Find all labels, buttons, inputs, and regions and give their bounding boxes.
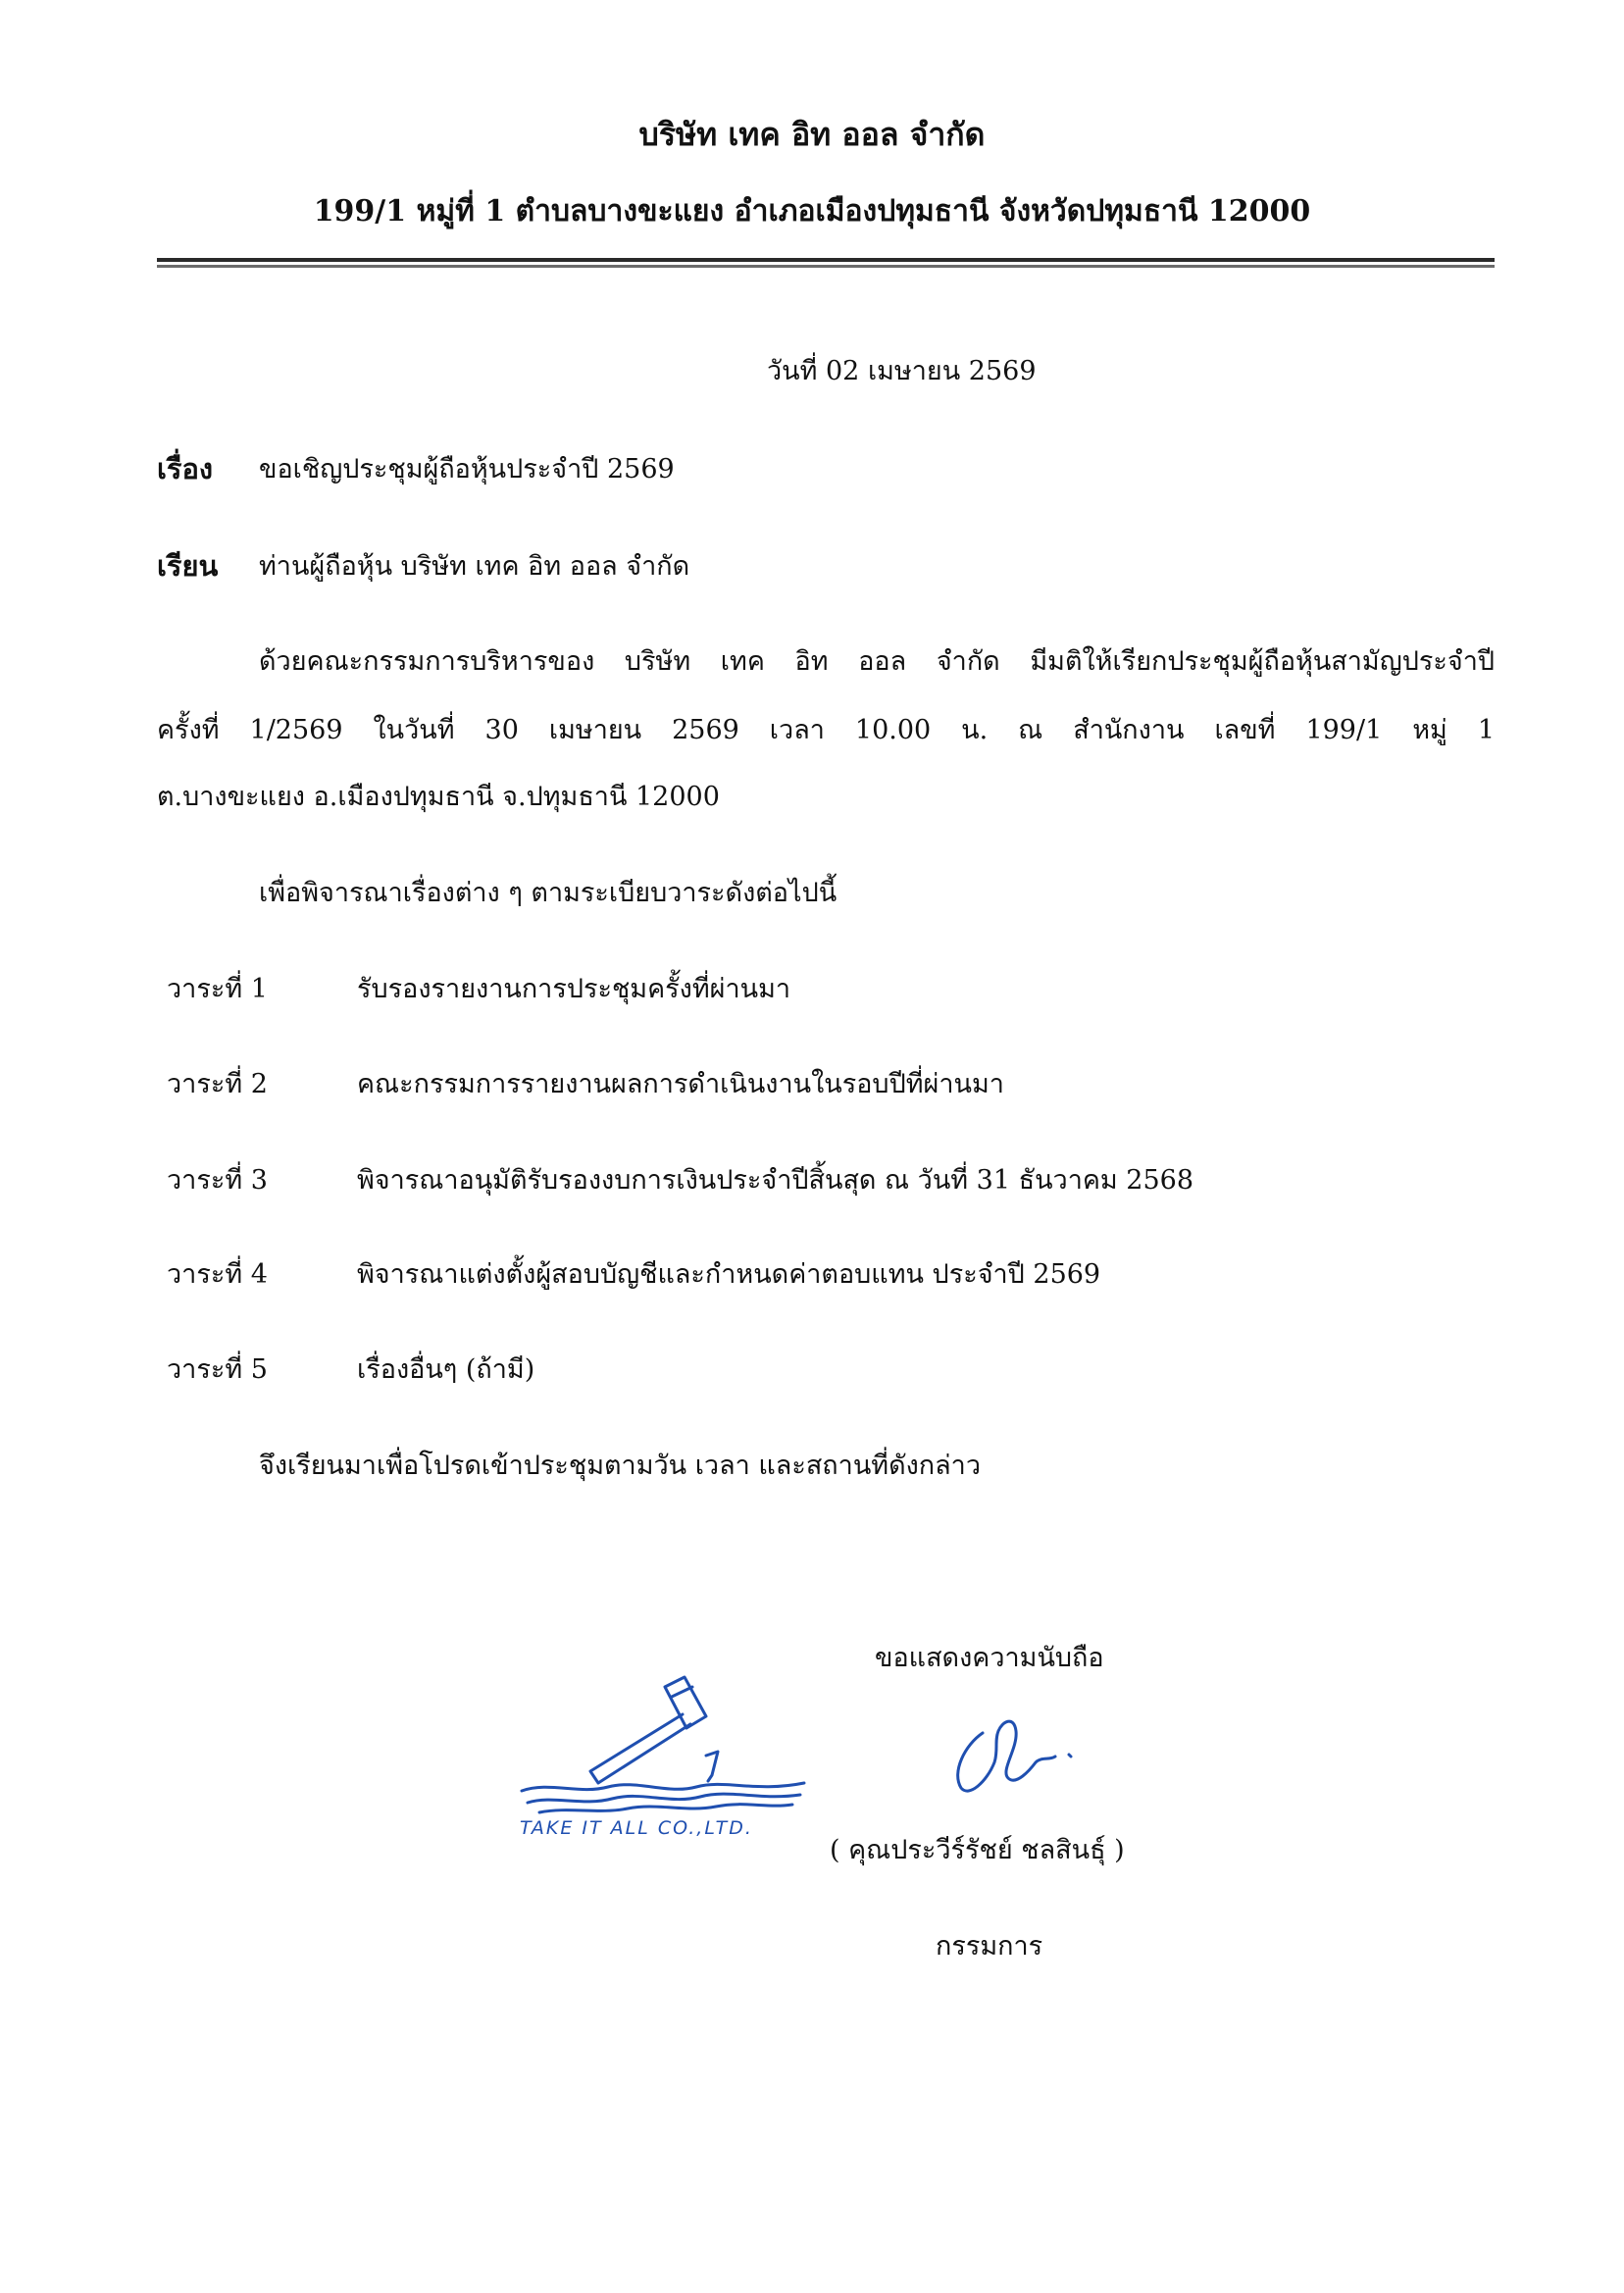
- subject-text: ขอเชิญประชุมผู้ถือหุ้นประจำปี 2569: [259, 454, 675, 484]
- signer-name: ( คุณประวีร์รัชย์ ชลสินธุ์ ): [830, 1835, 1125, 1865]
- agenda-text: พิจารณาแต่งตั้งผู้สอบบัญชีและกำหนดค่าตอบแทน ประจำปี 2569: [357, 1259, 1101, 1290]
- agenda-number: วาระที่ 4: [167, 1259, 268, 1290]
- body-line-3: ต.บางขะแยง อ.เมืองปทุมธานี จ.ปทุมธานี 12000: [157, 782, 720, 812]
- agenda-intro: เพื่อพิจารณาเรื่องต่าง ๆ ตามระเบียบวาระดังต่อไปนี้: [259, 878, 837, 908]
- agenda-text: คณะกรรมการรายงานผลการดำเนินงานในรอบปีที่ผ่านมา: [357, 1069, 1004, 1099]
- agenda-number: วาระที่ 5: [167, 1354, 268, 1385]
- recipient-label: เรียน: [157, 549, 219, 583]
- subject-label: เรื่อง: [157, 452, 214, 485]
- agenda-text: พิจารณาอนุมัติรับรองงบการเงินประจำปีสิ้นสุด ณ วันที่ 31 ธันวาคม 2568: [357, 1165, 1194, 1196]
- regards-text: ขอแสดงความนับถือ: [875, 1643, 1104, 1673]
- header-divider-secondary: [157, 265, 1495, 268]
- agenda-text: เรื่องอื่นๆ (ถ้ามี): [357, 1354, 535, 1385]
- signer-title: กรรมการ: [936, 1931, 1043, 1962]
- signature-icon: [939, 1702, 1087, 1809]
- agenda-number: วาระที่ 2: [167, 1069, 268, 1099]
- letter-date: วันที่ 02 เมษายน 2569: [767, 356, 1037, 386]
- company-name: บริษัท เทค อิท ออล จำกัด: [638, 116, 986, 153]
- agenda-number: วาระที่ 3: [167, 1165, 268, 1196]
- closing-text: จึงเรียนมาเพื่อโปรดเข้าประชุมตามวัน เวลา และสถานที่ดังกล่าว: [259, 1451, 982, 1481]
- header-divider: [157, 258, 1495, 262]
- stamp-text: TAKE IT ALL CO.,LTD.: [520, 1817, 753, 1839]
- company-address: 199/1 หมู่ที่ 1 ตำบลบางขะแยง อำเภอเมืองปทุมธานี จังหวัดปทุมธานี 12000: [313, 194, 1311, 229]
- body-line-2: ครั้งที่ 1/2569 ในวันที่ 30 เมษายน 2569 เวลา 10.00 น. ณ สำนักงาน เลขที่ 199/1 หมู่ 1: [157, 715, 1495, 745]
- agenda-number: วาระที่ 1: [167, 974, 268, 1004]
- recipient-text: ท่านผู้ถือหุ้น บริษัท เทค อิท ออล จำกัด: [259, 551, 690, 582]
- body-line-1: ด้วยคณะกรรมการบริหารของ บริษัท เทค อิท ออล จำกัด มีมติให้เรียกประชุมผู้ถือหุ้นสามัญประจำปี: [259, 646, 1495, 677]
- hammer-stamp-icon: [510, 1657, 824, 1839]
- agenda-text: รับรองรายงานการประชุมครั้งที่ผ่านมา: [357, 974, 791, 1004]
